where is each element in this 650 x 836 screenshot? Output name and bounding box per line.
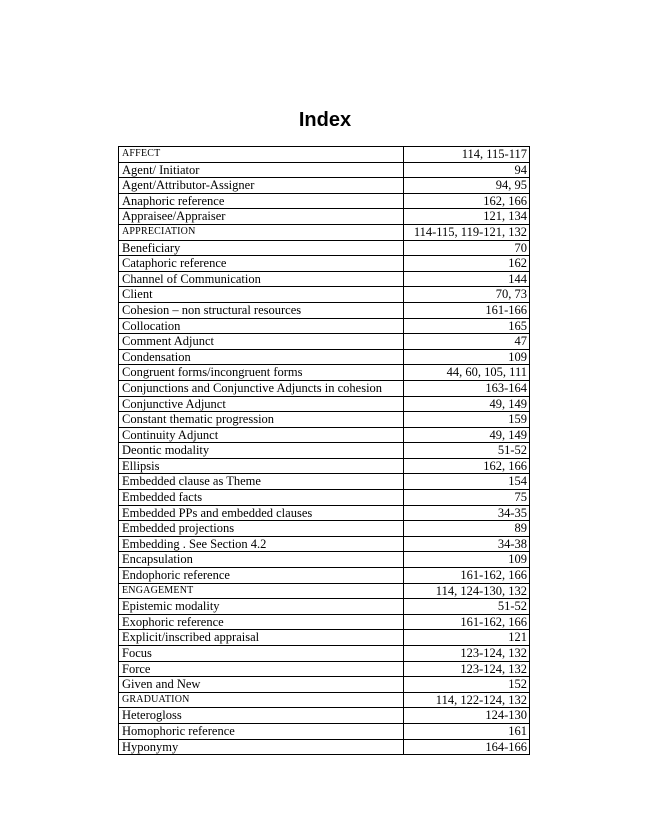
index-pages: 114, 124-130, 132: [404, 583, 530, 599]
index-term: Given and New: [119, 677, 404, 693]
index-row: [119, 521, 530, 537]
index-row: [119, 349, 530, 365]
index-term: Collocation: [119, 318, 404, 334]
index-pages: 70, 73: [404, 287, 530, 303]
index-pages: 123-124, 132: [404, 646, 530, 662]
index-row: [119, 583, 530, 599]
page-title: Index: [298, 109, 352, 131]
index-term: Embedded clause as Theme: [119, 474, 404, 490]
index-term: Congruent forms/incongruent forms: [119, 365, 404, 381]
index-pages: 94: [404, 162, 530, 178]
index-pages: 49, 149: [404, 427, 530, 443]
index-term: Deontic modality: [119, 443, 404, 459]
index-term: Embedding . See Section 4.2: [119, 536, 404, 552]
index-row: [119, 723, 530, 739]
index-pages: 162, 166: [404, 458, 530, 474]
index-pages: 161: [404, 723, 530, 739]
index-term: Embedded projections: [119, 521, 404, 537]
index-row: [119, 224, 530, 240]
index-table: [118, 146, 530, 755]
index-term: Client: [119, 287, 404, 303]
index-row: [119, 147, 530, 163]
index-term: AFFECT: [119, 147, 404, 163]
index-term: Appraisee/Appraiser: [119, 209, 404, 225]
index-row: [119, 661, 530, 677]
index-table-body: [119, 147, 530, 755]
index-pages: 121, 134: [404, 209, 530, 225]
index-term: Agent/ Initiator: [119, 162, 404, 178]
index-pages: 34-35: [404, 505, 530, 521]
index-row: [119, 739, 530, 755]
index-row: [119, 380, 530, 396]
index-row: [119, 334, 530, 350]
index-term: Embedded facts: [119, 490, 404, 506]
index-row: [119, 396, 530, 412]
index-term: Comment Adjunct: [119, 334, 404, 350]
index-pages: 114, 115-117: [404, 147, 530, 163]
index-pages: 51-52: [404, 599, 530, 615]
index-pages: 163-164: [404, 380, 530, 396]
index-row: [119, 412, 530, 428]
index-row: [119, 536, 530, 552]
index-pages: 121: [404, 630, 530, 646]
index-pages: 144: [404, 271, 530, 287]
index-pages: 161-162, 166: [404, 614, 530, 630]
index-term: Endophoric reference: [119, 568, 404, 584]
index-pages: 51-52: [404, 443, 530, 459]
index-term: Cataphoric reference: [119, 256, 404, 272]
index-pages: 89: [404, 521, 530, 537]
index-pages: 47: [404, 334, 530, 350]
index-term: Heterogloss: [119, 708, 404, 724]
index-pages: 159: [404, 412, 530, 428]
index-pages: 94, 95: [404, 178, 530, 194]
index-row: [119, 505, 530, 521]
index-term: Anaphoric reference: [119, 193, 404, 209]
index-row: [119, 178, 530, 194]
index-pages: 162, 166: [404, 193, 530, 209]
index-row: [119, 256, 530, 272]
index-term: Continuity Adjunct: [119, 427, 404, 443]
index-term: Ellipsis: [119, 458, 404, 474]
index-row: [119, 443, 530, 459]
index-term: Epistemic modality: [119, 599, 404, 615]
index-pages: 114-115, 119-121, 132: [404, 224, 530, 240]
index-pages: 161-166: [404, 302, 530, 318]
index-row: [119, 552, 530, 568]
index-pages: 75: [404, 490, 530, 506]
index-row: [119, 646, 530, 662]
index-term: Encapsulation: [119, 552, 404, 568]
index-pages: 44, 60, 105, 111: [404, 365, 530, 381]
index-term: GRADUATION: [119, 692, 404, 708]
index-pages: 70: [404, 240, 530, 256]
index-pages: 124-130: [404, 708, 530, 724]
index-row: [119, 287, 530, 303]
index-row: [119, 162, 530, 178]
index-pages: 152: [404, 677, 530, 693]
index-row: [119, 427, 530, 443]
index-row: [119, 271, 530, 287]
index-row: [119, 677, 530, 693]
index-term: Exophoric reference: [119, 614, 404, 630]
index-row: [119, 599, 530, 615]
index-pages: 123-124, 132: [404, 661, 530, 677]
index-row: [119, 490, 530, 506]
index-row: [119, 458, 530, 474]
index-term: Force: [119, 661, 404, 677]
index-term: Focus: [119, 646, 404, 662]
index-term: ENGAGEMENT: [119, 583, 404, 599]
index-row: [119, 568, 530, 584]
index-row: [119, 708, 530, 724]
index-pages: 154: [404, 474, 530, 490]
index-row: [119, 614, 530, 630]
index-row: [119, 302, 530, 318]
index-row: [119, 474, 530, 490]
index-pages: 109: [404, 349, 530, 365]
index-term: Beneficiary: [119, 240, 404, 256]
index-term: Agent/Attributor-Assigner: [119, 178, 404, 194]
index-row: [119, 318, 530, 334]
index-row: [119, 240, 530, 256]
index-term: Hyponymy: [119, 739, 404, 755]
index-term: Channel of Communication: [119, 271, 404, 287]
index-term: APPRECIATION: [119, 224, 404, 240]
index-pages: 114, 122-124, 132: [404, 692, 530, 708]
index-term: Embedded PPs and embedded clauses: [119, 505, 404, 521]
index-term: Conjunctions and Conjunctive Adjuncts in cohesion: [119, 380, 404, 396]
index-term: Explicit/inscribed appraisal: [119, 630, 404, 646]
index-pages: 165: [404, 318, 530, 334]
index-row: [119, 209, 530, 225]
index-pages: 162: [404, 256, 530, 272]
index-pages: 164-166: [404, 739, 530, 755]
index-row: [119, 193, 530, 209]
index-term: Cohesion – non structural resources: [119, 302, 404, 318]
index-row: [119, 692, 530, 708]
index-term: Conjunctive Adjunct: [119, 396, 404, 412]
index-pages: 161-162, 166: [404, 568, 530, 584]
index-pages: 109: [404, 552, 530, 568]
index-term: Constant thematic progression: [119, 412, 404, 428]
index-row: [119, 630, 530, 646]
index-term: Homophoric reference: [119, 723, 404, 739]
index-pages: 34-38: [404, 536, 530, 552]
index-row: [119, 365, 530, 381]
index-term: Condensation: [119, 349, 404, 365]
index-pages: 49, 149: [404, 396, 530, 412]
